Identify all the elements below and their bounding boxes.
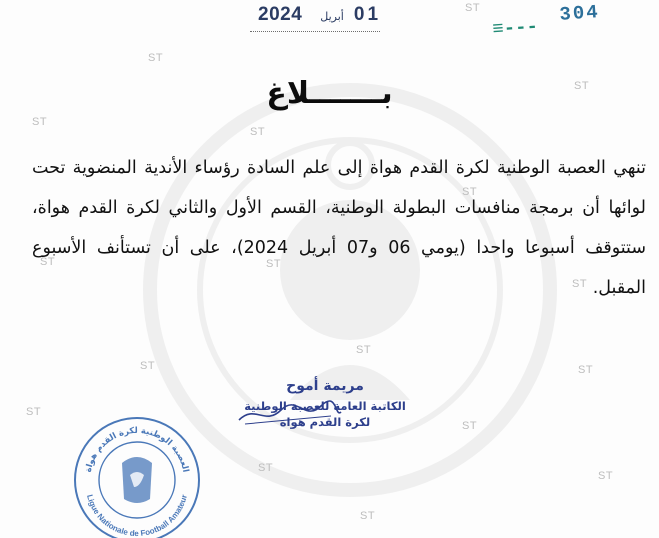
communique-body: تنهي العصبة الوطنية لكرة القدم هواة إلى علم السادة رؤساء الأندية المنضوية تحت لوائها أن برمجة منافسات البطولة الوطنية، القسم الأول والثاني لكرة القدم هواة، ستتوقف أسبوعا واحدا (يومي 06 و07 أبريل 2024)، على أن تستأنف الأسبوع المقبل. (32, 158, 647, 298)
document-title: بـــــــلاغ (266, 76, 393, 111)
date-day: 01 (353, 4, 382, 25)
watermark-st: ST (360, 510, 376, 522)
svg-text:العصبة الوطنية لكرة القدم هواة: العصبة الوطنية لكرة القدم هواة (83, 425, 191, 474)
watermark-st: ST (356, 344, 372, 356)
watermark-st: ST (462, 186, 478, 198)
date-dotted-line (250, 31, 380, 32)
signature-block (225, 378, 425, 430)
watermark-st: ST (266, 258, 282, 270)
reference-number-stamp (477, 0, 639, 48)
watermark-st: ST (462, 420, 478, 432)
watermark-st: ST (32, 116, 48, 128)
official-seal-stamp (72, 415, 202, 538)
signatory-name: مريمة أموح (286, 378, 364, 394)
watermark-st: ST (250, 126, 266, 138)
watermark-st: ST (40, 256, 56, 268)
reference-number: 304 (558, 1, 601, 26)
reference-dashes: ≡--- (491, 15, 539, 41)
date-month: أبريل (320, 10, 344, 23)
watermark-st: ST (598, 470, 614, 482)
watermark-st: ST (578, 364, 594, 376)
signatory-title-line2: لكرة القدم هواة (279, 415, 371, 429)
watermark-st: ST (140, 360, 156, 372)
watermark-st: ST (572, 278, 588, 290)
signatory-title-line1: الكاتبة العامة للعصبة الوطنية (244, 399, 406, 413)
watermark-st: ST (574, 80, 590, 92)
date-year: 2024 (258, 4, 303, 25)
watermark-st: ST (26, 406, 42, 418)
document-date (258, 4, 381, 30)
watermark-st: ST (465, 2, 481, 14)
watermark-st: ST (148, 52, 164, 64)
svg-text:Ligue Nationale de Football Am: Ligue Nationale de Football Amateur (85, 493, 189, 538)
watermark-st: ST (258, 462, 274, 474)
